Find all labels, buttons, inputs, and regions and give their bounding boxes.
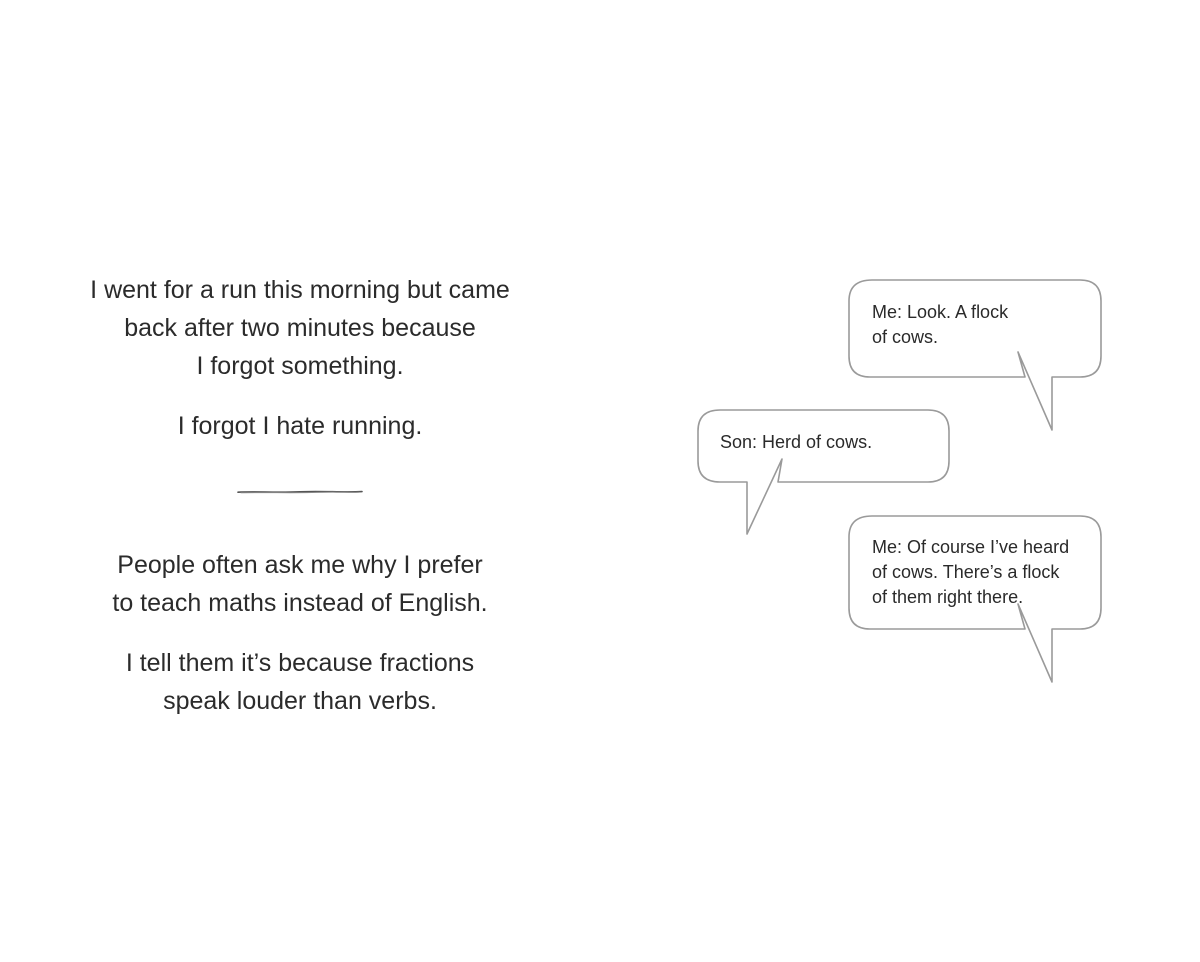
- text-line: of cows.: [872, 327, 939, 347]
- text-line: Me: Of course I’ve heard: [872, 537, 1070, 557]
- speech-bubble-text-me-2: [872, 535, 1087, 610]
- speech-bubble-text-me-1: [872, 300, 1082, 350]
- text-line: Me: Look. A flock: [872, 302, 1009, 322]
- text-line: speak louder than verbs.: [163, 687, 437, 715]
- text-line: Son: Herd of cows.: [720, 432, 873, 452]
- text-line: of them right there.: [872, 587, 1024, 607]
- speech-bubble-text-son: [720, 430, 930, 455]
- text-line: I forgot something.: [196, 352, 404, 380]
- text-line: I forgot I hate running.: [177, 412, 423, 440]
- text-line: I tell them it’s because fractions: [125, 649, 475, 677]
- text-line: back after two minutes because: [124, 314, 476, 342]
- text-line: to teach maths instead of English.: [112, 589, 488, 617]
- text-line: I went for a run this morning but came: [90, 276, 510, 304]
- text-line: of cows. There’s a flock: [872, 562, 1060, 582]
- text-line: People often ask me why I prefer: [117, 551, 483, 579]
